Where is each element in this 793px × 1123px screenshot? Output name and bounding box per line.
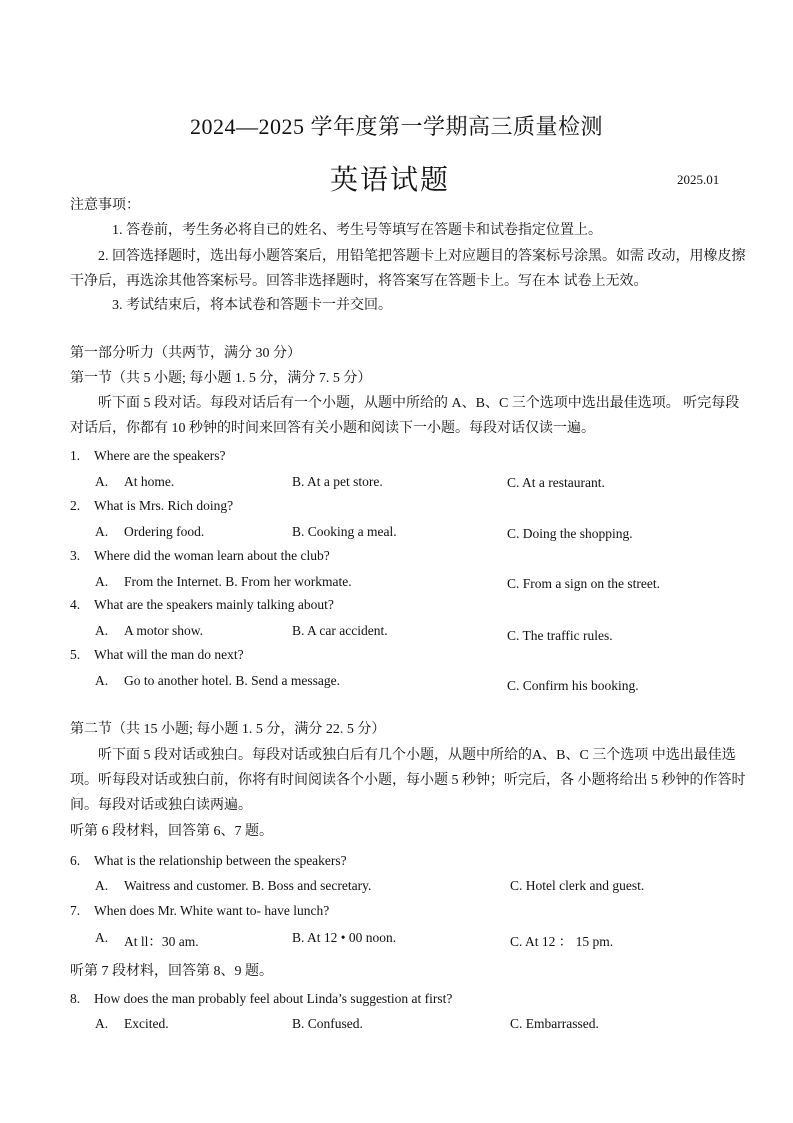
question-7-option-a: At ll：30 am.: [124, 934, 199, 949]
question-4-option-b: B. A car accident.: [292, 623, 388, 638]
question-7-option-a-label: A.: [95, 930, 109, 945]
question-5-option-c: C. Confirm his booking.: [507, 678, 639, 693]
notice-item-3: 3. 考试结束后，将本试卷和答题卡一并交回。: [112, 298, 392, 313]
question-4-option-c: C. The traffic rules.: [507, 628, 613, 643]
question-2-option-a: Ordering food.: [124, 524, 205, 539]
question-2-number: 2.: [70, 498, 81, 513]
question-6-number: 6.: [70, 853, 81, 868]
question-6-option-c: C. Hotel clerk and guest.: [510, 878, 645, 893]
question-8-option-c: C. Embarrassed.: [510, 1016, 599, 1031]
question-3-option-a-b: From the Internet. B. From her workmate.: [124, 574, 352, 589]
question-4-text: What are the speakers mainly talking about?: [94, 597, 334, 612]
exam-title: 2024—2025 学年度第一学期高三质量检测: [189, 114, 603, 139]
question-6-option-a-label: A.: [95, 878, 109, 893]
question-1-option-a-label: A.: [95, 474, 109, 489]
question-1-number: 1.: [70, 448, 81, 463]
question-1-text: Where are the speakers?: [94, 448, 226, 463]
question-8-option-b: B. Confused.: [292, 1016, 363, 1031]
notice-item-1: 1. 答卷前，考生务必将自已的姓名、考生号等填写在答题卡和试卷指定位置上。: [112, 223, 602, 238]
question-1-option-c: C. At a restaurant.: [507, 475, 605, 490]
question-5-option-a-b: Go to another hotel. B. Send a message.: [124, 673, 340, 688]
question-3-option-a-label: A.: [95, 574, 109, 589]
question-8-number: 8.: [70, 991, 81, 1006]
material-6-heading: 听第 6 段材料，回答第 6、7 题。: [70, 824, 273, 839]
section2-intro: 听下面 5 段对话或独白。每段对话或独白后有几个小题，从题中所给的A、B、C 三个选项 中选出最佳选项。听每段对话或独白前，你将有时间阅读各个小题，每小题 5 秒钟；听完后，各 小题将给出 5 秒钟的作答时间。每段对话或独白读两遍。: [70, 748, 746, 813]
question-7-option-c: C. At 12 ： 15 pm.: [510, 934, 614, 949]
question-8-text: How does the man probably feel about Linda’s suggestion at first?: [94, 991, 453, 1006]
section2-heading: 第二节（共 15 小题; 每小题 1. 5 分，满分 22. 5 分）: [70, 722, 386, 737]
question-4-option-a: A motor show.: [124, 623, 204, 638]
exam-subtitle: 英语试题: [330, 165, 451, 196]
question-3-number: 3.: [70, 548, 81, 563]
question-4-number: 4.: [70, 597, 81, 612]
question-1-option-b: B. At a pet store.: [292, 474, 383, 489]
question-7-number: 7.: [70, 903, 81, 918]
question-6-text: What is the relationship between the speakers?: [94, 853, 347, 868]
question-8-option-a: Excited.: [124, 1016, 169, 1031]
question-2-option-c: C. Doing the shopping.: [507, 526, 633, 541]
question-3-option-c: C. From a sign on the street.: [507, 576, 660, 591]
question-4-option-a-label: A.: [95, 623, 109, 638]
question-5-text: What will the man do next?: [94, 647, 244, 662]
section1-intro: 听下面 5 段对话。每段对话后有一个小题，从题中所给的 A、B、C 三个选项中选出最佳选项。 听完每段对话后，你都有 10 秒钟的时间来回答有关小题和阅读下一小题。每段对话仅读一遍。: [70, 396, 740, 436]
question-5-option-a-label: A.: [95, 673, 109, 688]
notice-item-2: 2. 回答选择题时，选出每小题答案后，用铅笔把答题卡上对应题目的答案标号涂黑。如需 改动，用橡皮擦干净后，再选涂其他答案标号。回答非选择题时，将答案写在答题卡上。写在本 试卷上无效。: [70, 249, 746, 289]
question-2-option-b: B. Cooking a meal.: [292, 524, 397, 539]
question-7-text: When does Mr. White want to- have lunch?: [94, 903, 330, 918]
part1-heading: 第一部分听力（共两节，满分 30 分）: [70, 346, 301, 361]
question-7-option-b: B. At 12 • 00 noon.: [292, 930, 397, 945]
question-8-option-a-label: A.: [95, 1016, 109, 1031]
question-5-number: 5.: [70, 647, 81, 662]
section1-heading: 第一节（共 5 小题; 每小题 1. 5 分，满分 7. 5 分）: [70, 371, 372, 386]
notice-heading: 注意事项：: [70, 198, 140, 213]
question-2-option-a-label: A.: [95, 524, 109, 539]
question-2-text: What is Mrs. Rich doing?: [94, 498, 234, 513]
question-6-option-a-b: Waitress and customer. B. Boss and secretary.: [124, 878, 372, 893]
question-1-option-a: At home.: [124, 474, 175, 489]
question-3-text: Where did the woman learn about the club?: [94, 548, 330, 563]
exam-date: 2025.01: [677, 172, 720, 187]
material-7-heading: 听第 7 段材料，回答第 8、9 题。: [70, 964, 273, 979]
